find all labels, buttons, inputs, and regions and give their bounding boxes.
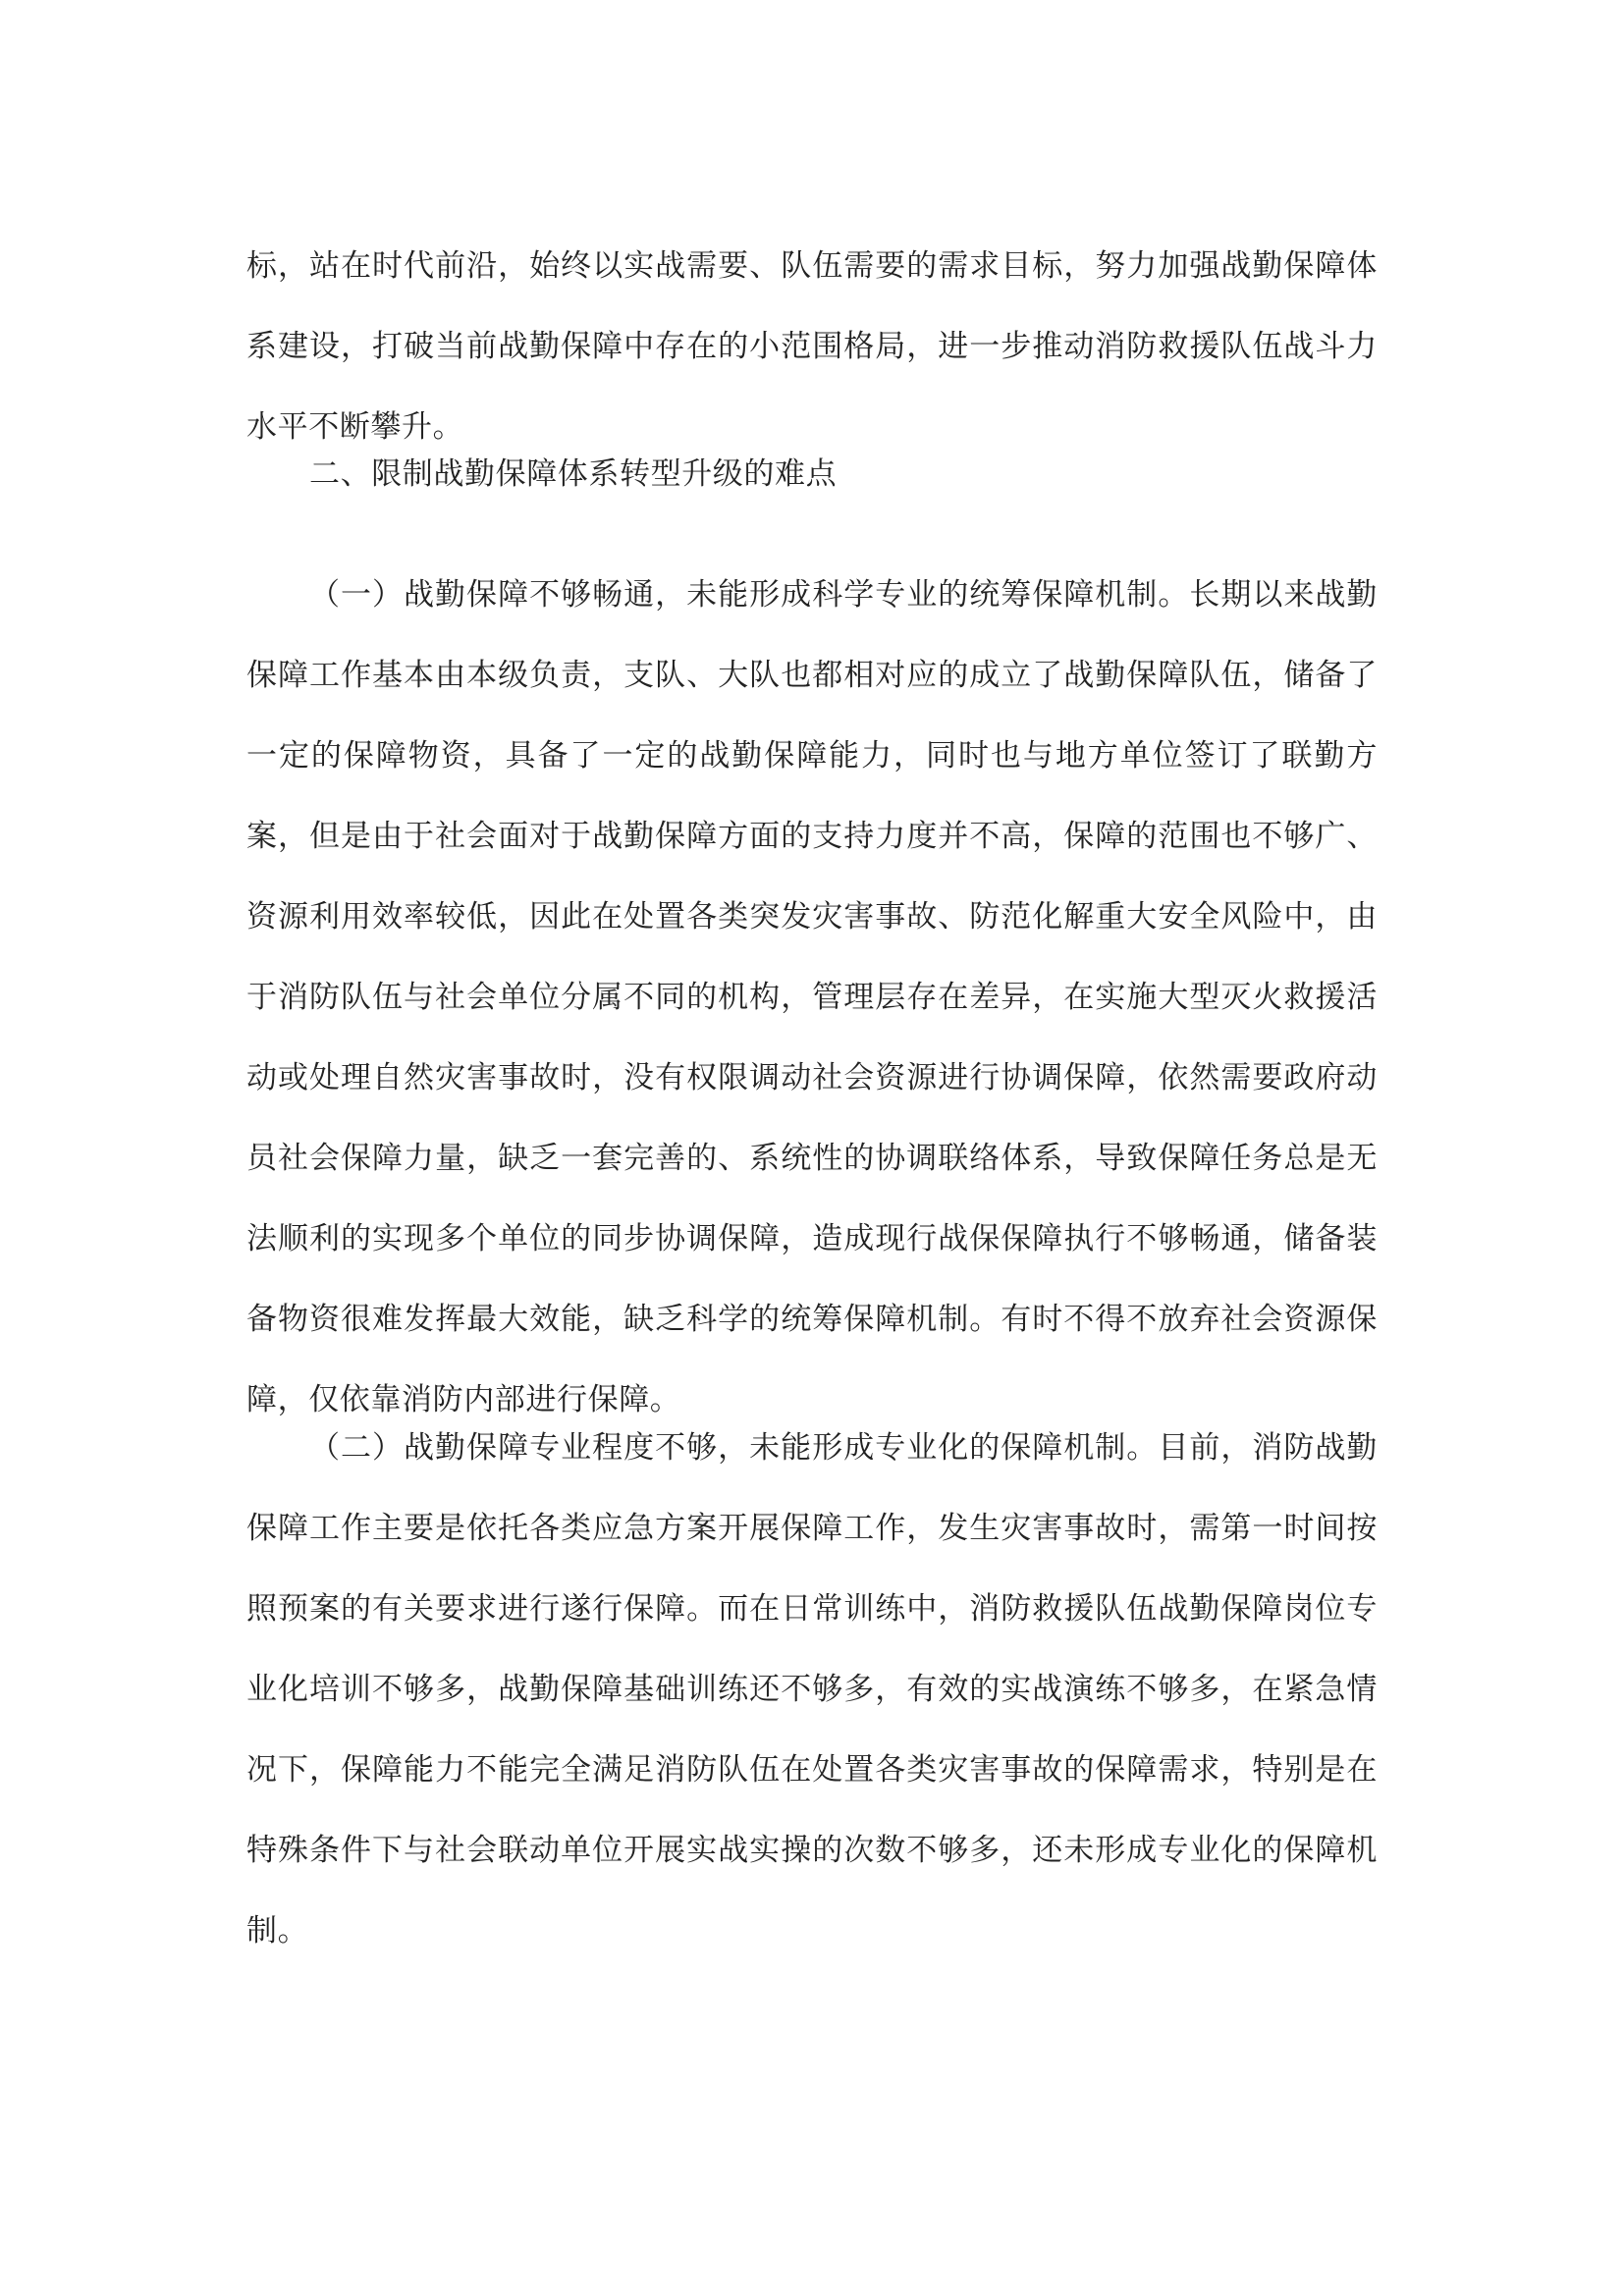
continuation-paragraph: 标，站在时代前沿，始终以实战需要、队伍需要的需求目标，努力加强战勤保障体系建设，打破当前战勤保障中存在的小范围格局，进一步推动消防救援队伍战斗力水平不断攀升。 <box>246 248 1378 445</box>
section-heading: 二、限制战勤保障体系转型升级的难点 <box>309 456 838 492</box>
paragraph-one: （一）战勤保障不够畅通，未能形成科学专业的统筹保障机制。长期以来战勤保障工作基本由本级负责，支队、大队也都相对应的成立了战勤保障队伍，储备了一定的保障物资，具备了一定的战勤保障能力，同时也与地方单位签订了联勤方案，但是由于社会面对于战勤保障方面的支持力度并不高，保障的范围也不够广、资源利用效率较低，因此在处置各类突发灾害事故、防范化解重大安全风险中，由于消防队伍与社会单位分属不同的机构，管理层存在差异，在实施大型灭火救援活动或处理自然灾害事故时，没有权限调动社会资源进行协调保障，依然需要政府动员社会保障力量，缺乏一套完善的、系统性的协调联络体系，导致保障任务总是无法顺利的实现多个单位的同步协调保障，造成现行战保保障执行不够畅通，储备装备物资很难发挥最大效能，缺乏科学的统筹保障机制。有时不得不放弃社会资源保障，仅依靠消防内部进行保障。 <box>246 577 1378 1417</box>
paragraph-two: （二）战勤保障专业程度不够，未能形成专业化的保障机制。目前，消防战勤保障工作主要是依托各类应急方案开展保障工作，发生灾害事故时，需第一时间按照预案的有关要求进行遂行保障。而在日常训练中，消防救援队伍战勤保障岗位专业化培训不够多，战勤保障基础训练还不够多，有效的实战演练不够多，在紧急情况下，保障能力不能完全满足消防队伍在处置各类灾害事故的保障需求，特别是在特殊条件下与社会联动单位开展实战实操的次数不够多，还未形成专业化的保障机制。 <box>246 1430 1378 1949</box>
